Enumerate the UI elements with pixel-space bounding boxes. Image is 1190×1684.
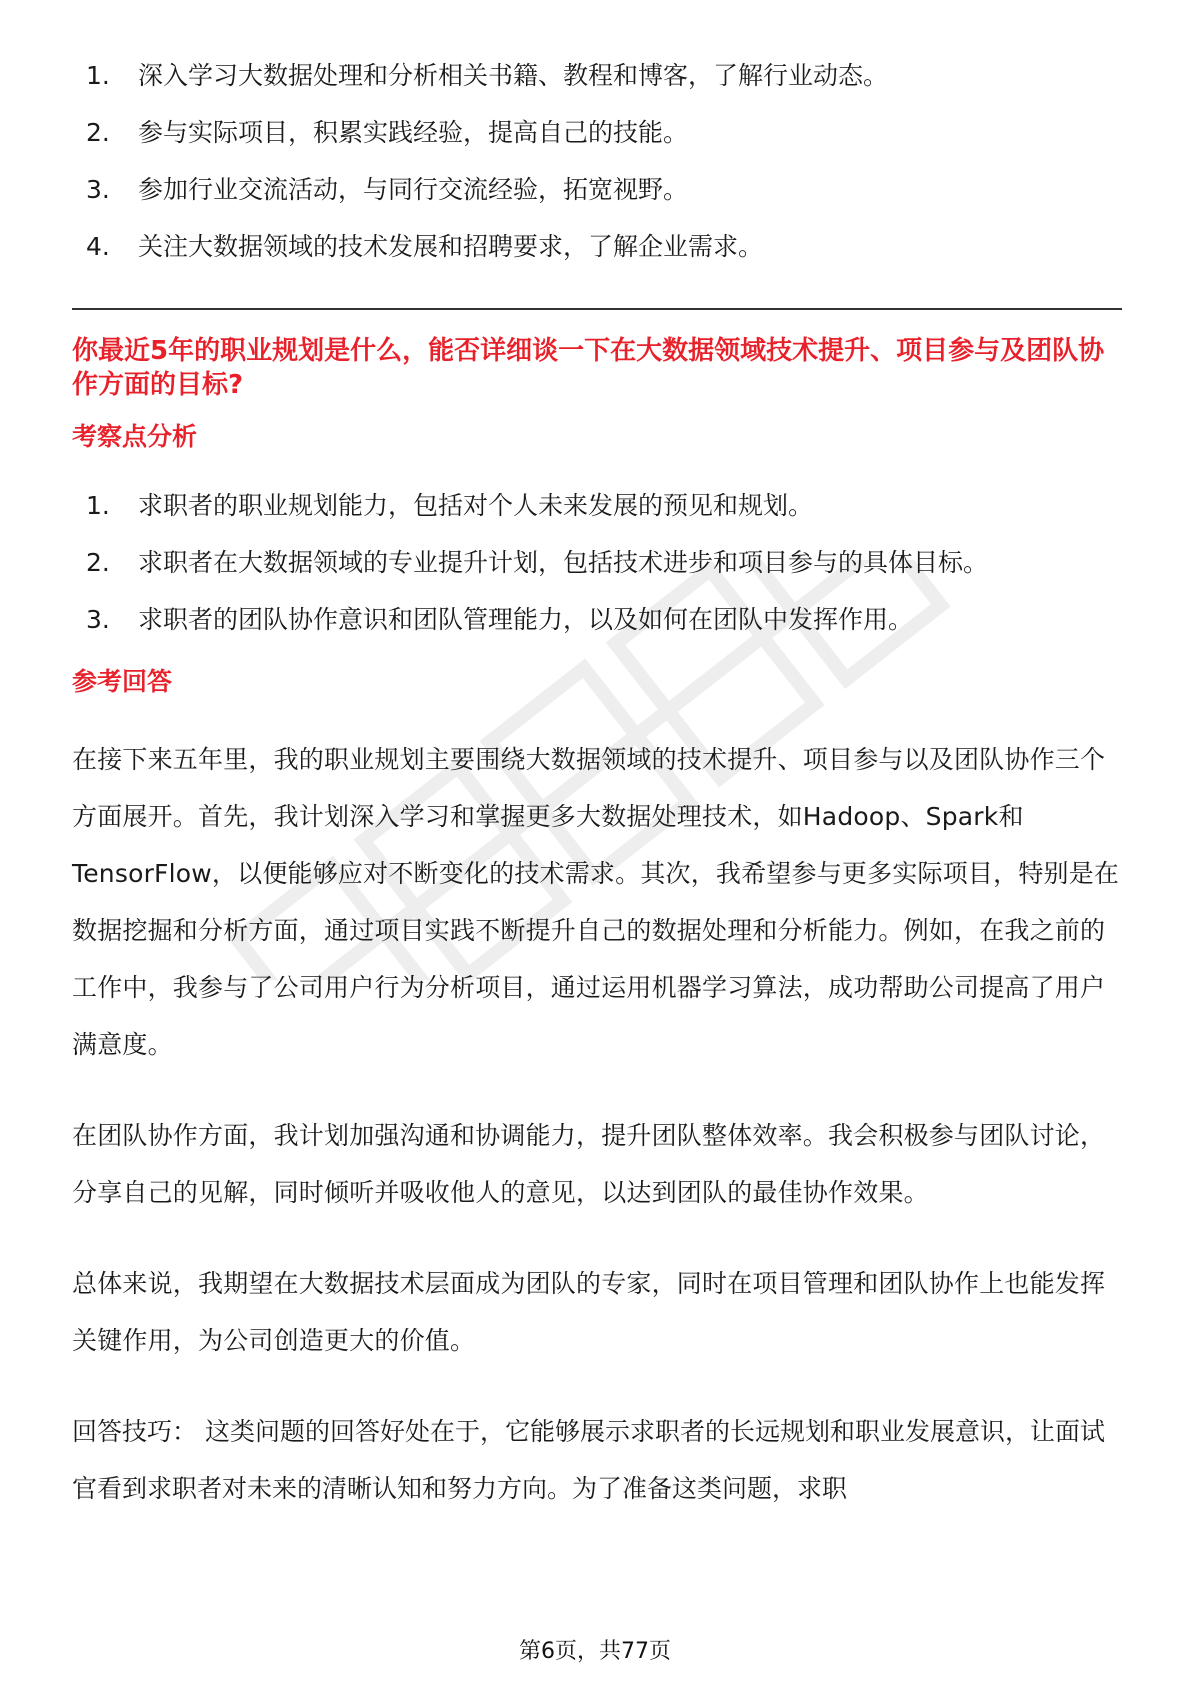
page-number: 第6页，共77页 — [519, 1639, 671, 1664]
analysis-list — [72, 488, 1122, 637]
list-item: 1. 求职者的职业规划能力，包括对个人未来发展的预见和规划。 — [86, 491, 814, 520]
answer-tips: 回答技巧： 这类问题的回答好处在于，它能够展示求职者的长远规划和职业发展意识，让面试官看到求职者对未来的清晰认知和努力方向。为了准备这类问题，求职 — [72, 1417, 1105, 1503]
intro-list — [72, 58, 1122, 264]
answer-paragraph: 总体来说，我期望在大数据技术层面成为团队的专家，同时在项目管理和团队协作上也能发挥关键作用，为公司创造更大的价值。 — [72, 1269, 1106, 1355]
answer-paragraph: 在接下来五年里，我的职业规划主要围绕大数据领域的技术提升、项目参与以及团队协作三个方面展开。首先，我计划深入学习和掌握更多大数据处理技术，如Hadoop、Spark和TensorFlow，以便能够应对不断变化的技术需求。其次，我希望参与更多实际项目，特别是在数据挖掘和分析方面，通过项目实践不断提升自己的数据处理和分析能力。例如，在我之前的工作中，我参与了公司用户行为分析项目，通过运用机器学习算法，成功帮助公司提高了用户满意度。 — [72, 745, 1120, 1059]
list-item: 2. 求职者在大数据领域的专业提升计划，包括技术进步和项目参与的具体目标。 — [86, 548, 989, 577]
list-item: 3. 参加行业交流活动，与同行交流经验，拓宽视野。 — [86, 175, 689, 204]
answer-title: 参考回答 — [72, 667, 173, 696]
list-item: 3. 求职者的团队协作意识和团队管理能力，以及如何在团队中发挥作用。 — [86, 605, 914, 634]
list-item: 2. 参与实际项目，积累实践经验，提高自己的技能。 — [86, 118, 689, 147]
question-heading: 你最近5年的职业规划是什么，能否详细谈一下在大数据领域技术提升、项目参与及团队协作方面的目标? — [72, 336, 1105, 400]
list-item: 4. 关注大数据领域的技术发展和招聘要求，了解企业需求。 — [86, 232, 764, 261]
list-item: 1. 深入学习大数据处理和分析相关书籍、教程和博客，了解行业动态。 — [86, 61, 889, 90]
analysis-title: 考察点分析 — [72, 422, 198, 451]
answer-paragraph: 在团队协作方面，我计划加强沟通和协调能力，提升团队整体效率。我会积极参与团队讨论，分享自己的见解，同时倾听并吸收他人的意见，以达到团队的最佳协作效果。 — [72, 1121, 1106, 1207]
section-divider — [72, 308, 1122, 310]
